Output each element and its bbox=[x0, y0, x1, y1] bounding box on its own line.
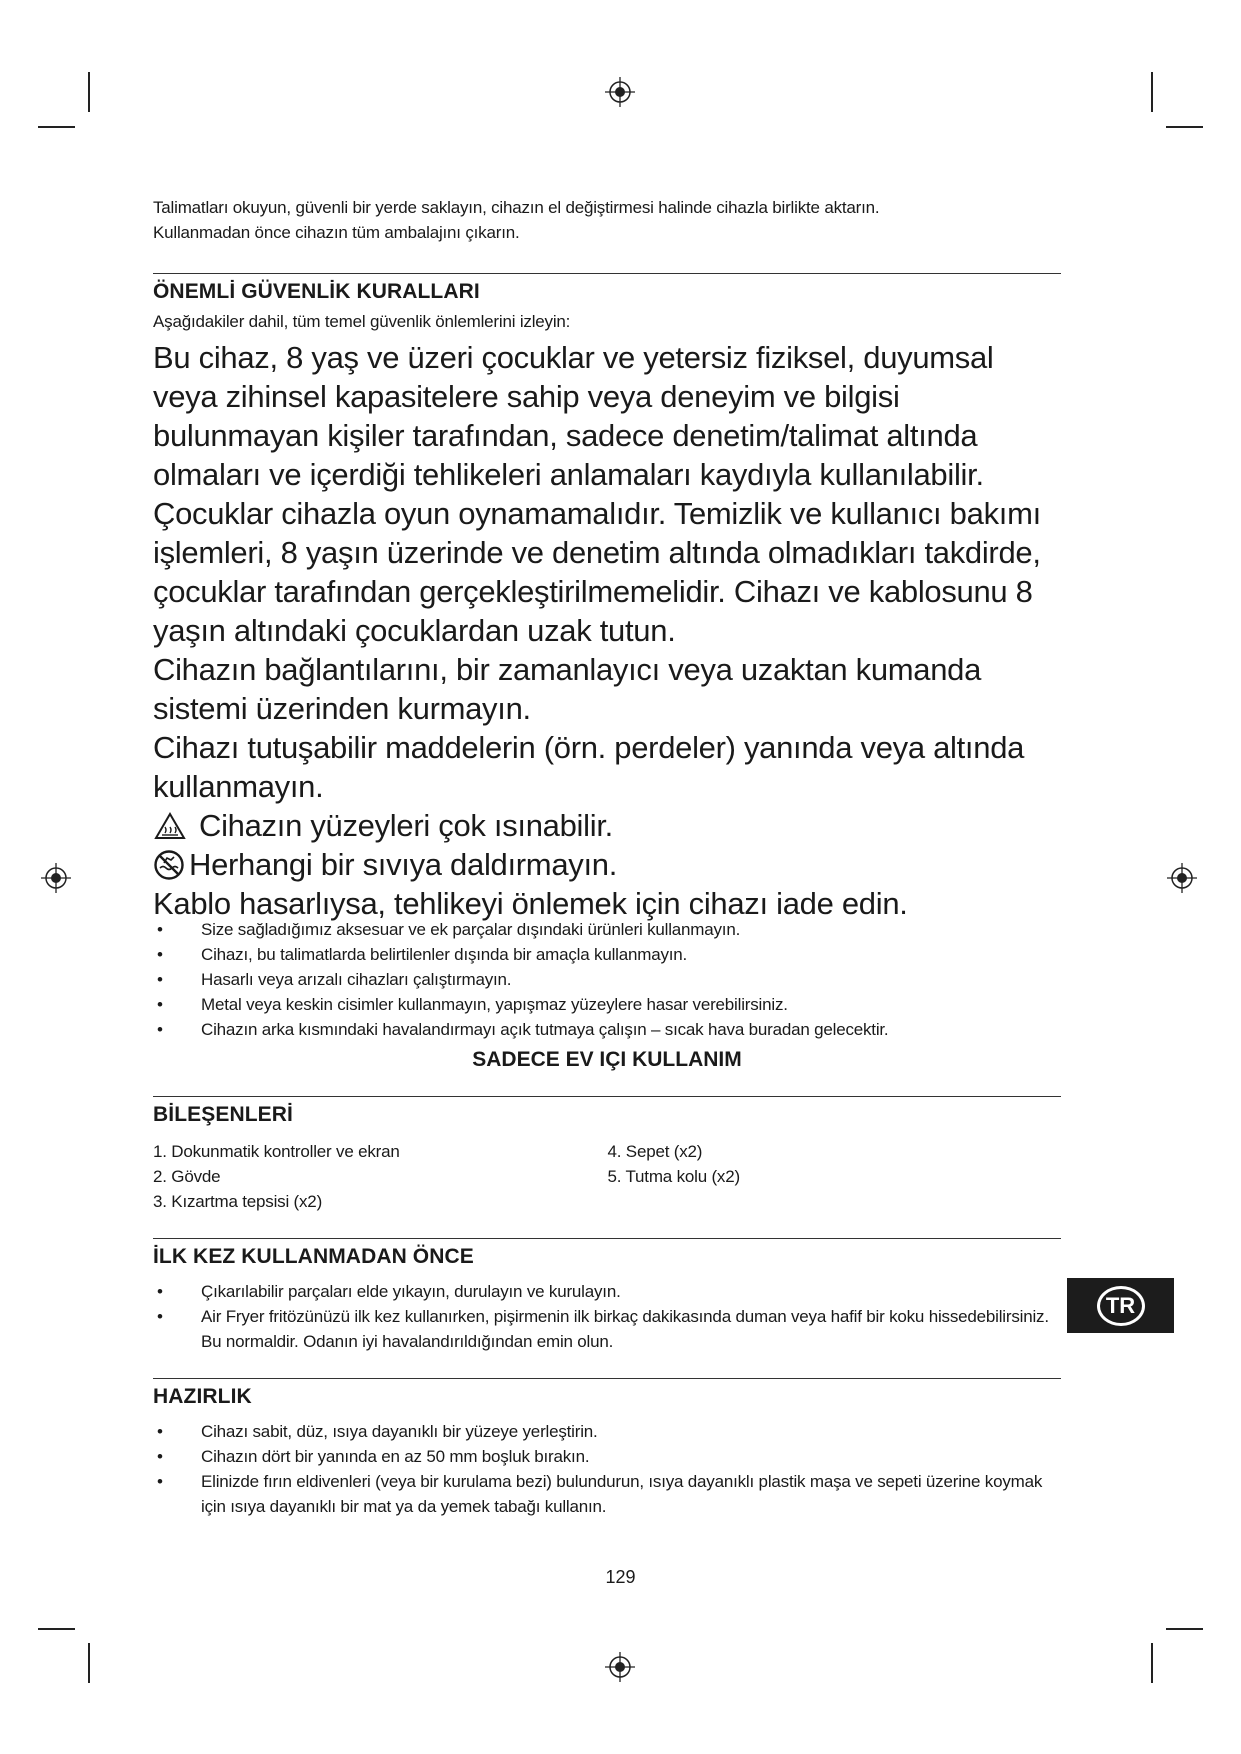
list-item bbox=[153, 1304, 1061, 1354]
list-item bbox=[153, 1279, 1061, 1304]
list-item bbox=[153, 1469, 1061, 1519]
bullet-char: • bbox=[157, 1307, 163, 1326]
hot-surface-warning: Cihazın yüzeyleri çok ısınabilir. bbox=[199, 808, 613, 843]
list-item: 1. Dokunmatik kontroller ve ekran bbox=[153, 1142, 400, 1161]
cable-warning: Kablo hasarlıysa, tehlikeyi önlemek için cihazı iade edin. bbox=[153, 886, 908, 921]
safety-paragraph: Cihazın bağlantılarını, bir zamanlayıcı veya uzaktan kumanda sistemi üzerinden kurmayın. bbox=[153, 652, 982, 726]
section-divider bbox=[153, 1378, 1061, 1379]
bullet-char: • bbox=[157, 920, 163, 939]
components-column-right bbox=[607, 1139, 1062, 1214]
list-item-text: Cihazın dört bir yanında en az 50 mm boşluk bırakın. bbox=[201, 1447, 590, 1466]
language-badge bbox=[1067, 1278, 1174, 1333]
bullet-char: • bbox=[157, 945, 163, 964]
registration-mark-icon bbox=[41, 863, 71, 893]
language-badge-label: TR bbox=[1097, 1286, 1145, 1326]
list-item-text: Hasarlı veya arızalı cihazları çalıştırmayın. bbox=[201, 970, 512, 989]
list-item: 2. Gövde bbox=[153, 1167, 221, 1186]
household-only-heading: SADECE EV IÇI KULLANIM bbox=[472, 1048, 742, 1071]
crop-mark bbox=[88, 72, 90, 112]
bullet-char: • bbox=[157, 1422, 163, 1441]
bullet-char: • bbox=[157, 1282, 163, 1301]
list-item: 5. Tutma kolu (x2) bbox=[607, 1167, 740, 1186]
crop-mark bbox=[88, 1643, 90, 1683]
hot-surface-line bbox=[153, 806, 1061, 845]
bullet-char: • bbox=[157, 1472, 163, 1491]
crop-mark bbox=[1151, 1643, 1153, 1683]
components-column-left bbox=[153, 1139, 607, 1214]
page-number: 129 bbox=[605, 1567, 636, 1587]
safety-paragraph: Cihazı tutuşabilir maddelerin (örn. perdeler) yanında veya altında kullanmayın. bbox=[153, 730, 1025, 804]
list-item bbox=[153, 1017, 1061, 1042]
hot-surface-warning-icon bbox=[153, 811, 187, 841]
list-item: 4. Sepet (x2) bbox=[607, 1142, 703, 1161]
preparation-bullet-list bbox=[153, 1419, 1061, 1519]
list-item-text: Cihazı, bu talimatlarda belirtilenler dışında bir amaçla kullanmayın. bbox=[201, 945, 688, 964]
list-item bbox=[153, 967, 1061, 992]
list-item-text: Metal veya keskin cisimler kullanmayın, yapışmaz yüzeylere hasar verebilirsiniz. bbox=[201, 995, 788, 1014]
bullet-char: • bbox=[157, 1447, 163, 1466]
page-content bbox=[153, 195, 1061, 1519]
intro-line: Kullanmadan önce cihazın tüm ambalajını çıkarın. bbox=[153, 223, 520, 242]
safety-bullet-list bbox=[153, 917, 1061, 1042]
no-immerse-warning: Herhangi bir sıvıya daldırmayın. bbox=[189, 847, 618, 882]
list-item-text: Cihazı sabit, düz, ısıya dayanıklı bir yüzeye yerleştirin. bbox=[201, 1422, 598, 1441]
list-item-text: Çıkarılabilir parçaları elde yıkayın, durulayın ve kurulayın. bbox=[201, 1282, 621, 1301]
section-divider bbox=[153, 273, 1061, 274]
bullet-char: • bbox=[157, 1020, 163, 1039]
components-heading: BİLEŞENLERİ bbox=[153, 1103, 293, 1126]
list-item bbox=[153, 1444, 1061, 1469]
no-immerse-icon bbox=[153, 849, 185, 881]
intro-text bbox=[153, 195, 1061, 245]
first-use-bullet-list bbox=[153, 1279, 1061, 1354]
no-immerse-line bbox=[153, 845, 1061, 884]
registration-mark-icon bbox=[1167, 863, 1197, 893]
list-item-text: Elinizde fırın eldivenleri (veya bir kurulama bezi) bulundurun, ısıya dayanıklı plastik maşa ve sepeti üzerine koymak için ısıya dayanıklı bir mat ya da yemek tabağı kullanın. bbox=[201, 1472, 1043, 1516]
first-use-heading: İLK KEZ KULLANMADAN ÖNCE bbox=[153, 1245, 474, 1268]
safety-large-text bbox=[153, 338, 1061, 923]
bullet-char: • bbox=[157, 970, 163, 989]
preparation-heading: HAZIRLIK bbox=[153, 1385, 252, 1408]
section-divider bbox=[153, 1238, 1061, 1239]
crop-mark bbox=[1166, 126, 1203, 128]
list-item bbox=[153, 942, 1061, 967]
safety-paragraph: Bu cihaz, 8 yaş ve üzeri çocuklar ve yetersiz fiziksel, duyumsal veya zihinsel kapasitelere sahip veya deneyim ve bilgisi bulunmayan kişiler tarafından, sadece denetim/talimat altında olmaları ve içerdiği tehlikeleri anlamaları kaydıyla kullanılabilir. Çocuklar cihazla oyun oynamamalıdır. Temizlik ve kullanıcı bakımı işlemleri, 8 yaşın üzerinde ve denetim altında olmadıkları takdirde, çocuklar tarafından gerçekleştirilmemelidir. Cihazı ve kablosunu 8 yaşın altındaki çocuklardan uzak tutun. bbox=[153, 340, 1041, 648]
safety-heading: ÖNEMLİ GÜVENLİK KURALLARI bbox=[153, 280, 480, 303]
bullet-char: • bbox=[157, 995, 163, 1014]
list-item-text: Air Fryer fritözünüzü ilk kez kullanırken, pişirmenin ilk birkaç dakikasında duman veya hafif bir koku hissedebilirsiniz. Bu normaldir. Odanın iyi havalandırıldığından emin olun. bbox=[201, 1307, 1049, 1351]
crop-mark bbox=[1166, 1628, 1203, 1630]
components-list bbox=[153, 1139, 1061, 1214]
safety-subline: Aşağıdakiler dahil, tüm temel güvenlik önlemlerini izleyin: bbox=[153, 312, 571, 331]
crop-mark bbox=[38, 1628, 75, 1630]
crop-mark bbox=[38, 126, 75, 128]
list-item bbox=[153, 917, 1061, 942]
list-item: 3. Kızartma tepsisi (x2) bbox=[153, 1192, 323, 1211]
list-item-text: Size sağladığımız aksesuar ve ek parçalar dışındaki ürünleri kullanmayın. bbox=[201, 920, 741, 939]
section-divider bbox=[153, 1096, 1061, 1097]
list-item bbox=[153, 1419, 1061, 1444]
list-item-text: Cihazın arka kısmındaki havalandırmayı açık tutmaya çalışın – sıcak hava buradan gelecektir. bbox=[201, 1020, 889, 1039]
registration-mark-icon bbox=[605, 1652, 635, 1682]
intro-line: Talimatları okuyun, güvenli bir yerde saklayın, cihazın el değiştirmesi halinde cihazla birlikte aktarın. bbox=[153, 198, 880, 217]
crop-mark bbox=[1151, 72, 1153, 112]
registration-mark-icon bbox=[605, 77, 635, 107]
list-item bbox=[153, 992, 1061, 1017]
